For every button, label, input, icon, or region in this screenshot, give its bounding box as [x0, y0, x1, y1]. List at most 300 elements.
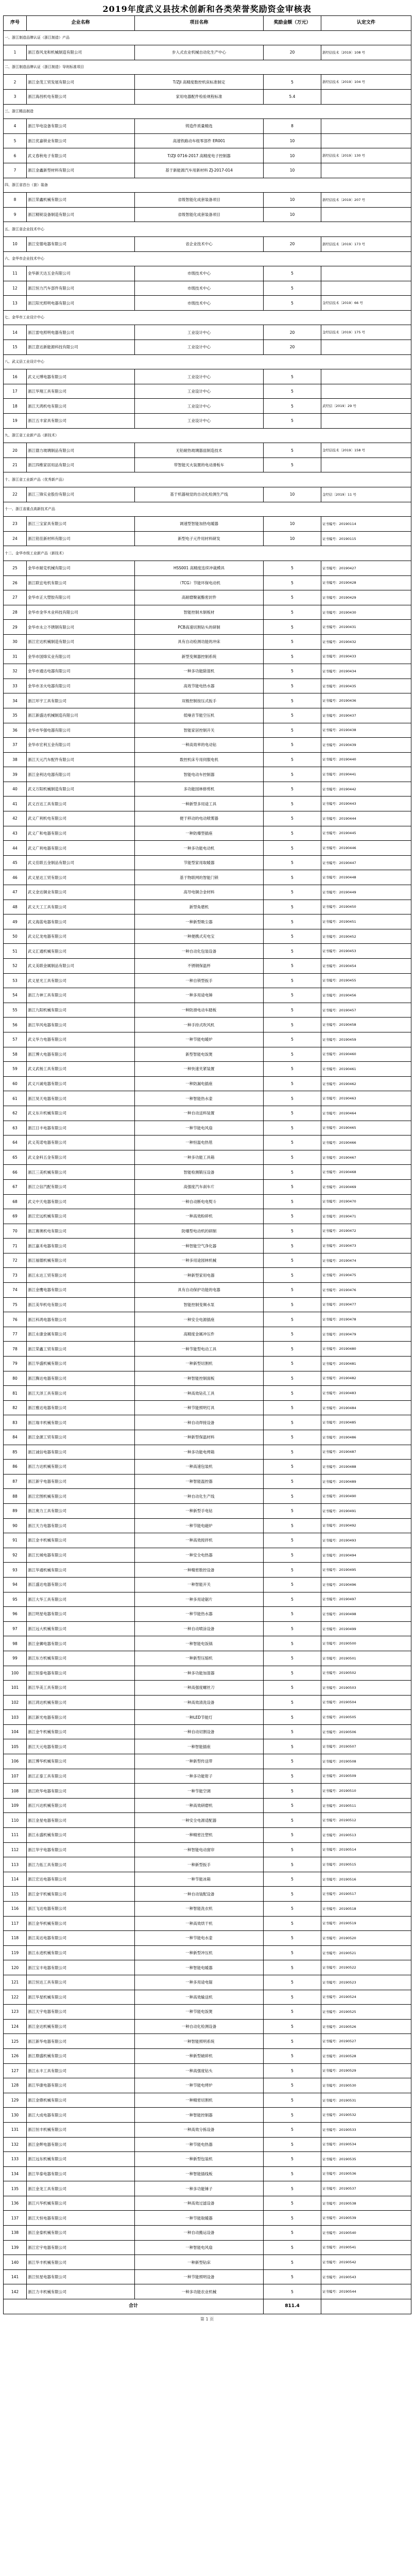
- row-number: 96: [4, 1607, 27, 1622]
- table-row: [4, 1813, 411, 1828]
- approval-document: 证书编号：20190495: [321, 1563, 411, 1578]
- row-number: 85: [4, 1445, 27, 1460]
- project-name: 一种节能电风扇: [135, 1121, 264, 1136]
- table-row: [4, 1018, 411, 1032]
- approval-document: 证书编号：20190433: [321, 649, 411, 664]
- award-amount: 5: [264, 855, 321, 870]
- approval-document: 证书编号：20190510: [321, 1784, 411, 1799]
- approval-document: 证书编号：20190481: [321, 1357, 411, 1371]
- project-name: 一种便携式充电宝: [135, 929, 264, 944]
- table-row: [4, 841, 411, 856]
- project-name: 一种节能照明设备: [135, 2269, 264, 2284]
- approval-document: 证书编号：20190524: [321, 1990, 411, 2005]
- award-amount: 5: [264, 738, 321, 753]
- approval-document: 证书编号：20190544: [321, 2284, 411, 2299]
- approval-document: 证书编号：20190482: [321, 1371, 411, 1386]
- approval-document: 证书编号：20190530: [321, 2078, 411, 2093]
- project-name: 一种高效搅拌机: [135, 1533, 264, 1548]
- project-name: 一种高效研磨机: [135, 1798, 264, 1813]
- table-row: [4, 1062, 411, 1077]
- approval-document: 证书编号：20190532: [321, 2108, 411, 2123]
- award-amount: 5: [264, 2005, 321, 2020]
- approval-document: 证书编号：20190114: [321, 517, 411, 532]
- row-number: 11: [4, 266, 27, 281]
- approval-document: 证书编号：20190501: [321, 1651, 411, 1666]
- approval-document: 证书编号：20190509: [321, 1769, 411, 1784]
- approval-document: 证书编号：20190436: [321, 693, 411, 708]
- award-amount: 5: [264, 1724, 321, 1739]
- approval-document: 证书编号：20190473: [321, 1239, 411, 1253]
- company-name: 金华市宏利五金有限公司: [27, 738, 135, 753]
- approval-document: 证书编号：20190522: [321, 1960, 411, 1975]
- row-number: 19: [4, 414, 27, 429]
- table-row: [4, 1828, 411, 1843]
- row-number: 71: [4, 1239, 27, 1253]
- company-name: 浙江金狮电器有限公司: [27, 1636, 135, 1651]
- approval-document: 证书编号：20190451: [321, 914, 411, 929]
- project-name: 智能检测锻压设备: [135, 1165, 264, 1180]
- award-amount: 5: [264, 2078, 321, 2093]
- company-name: 浙江荣鑫工贸有限公司: [27, 1342, 135, 1357]
- table-row: [4, 1268, 411, 1283]
- award-amount: 5: [264, 1887, 321, 1902]
- project-name: 一种多功能加湿器: [135, 1666, 264, 1681]
- approval-document: 证书编号：20190541: [321, 2240, 411, 2255]
- project-name: 一种多用途电锯: [135, 1975, 264, 1990]
- section-title: 三、浙江精品制造: [4, 104, 411, 119]
- company-name: 浙江优嘉锁业有限公司: [27, 133, 135, 148]
- project-name: 一种智能电动窗帘: [135, 1842, 264, 1857]
- section-row: [4, 472, 411, 487]
- row-number: 81: [4, 1386, 27, 1401]
- row-number: 111: [4, 1828, 27, 1843]
- company-name: 武义兴诚电器有限公司: [27, 1076, 135, 1091]
- award-amount: 5: [264, 1813, 321, 1828]
- award-amount: 5: [264, 2226, 321, 2241]
- row-number: 105: [4, 1739, 27, 1754]
- row-number: 25: [4, 561, 27, 575]
- company-name: 浙江力达机械有限公司: [27, 1460, 135, 1475]
- company-name: 浙江金鹰电器有限公司: [27, 1283, 135, 1298]
- award-amount: 5: [264, 620, 321, 635]
- company-name: 浙江欧华电器有限公司: [27, 1784, 135, 1799]
- row-number: 20: [4, 443, 27, 458]
- row-number: 113: [4, 1857, 27, 1872]
- row-number: 41: [4, 796, 27, 811]
- project-name: 一种自动焊接设备: [135, 1415, 264, 1430]
- project-name: 一种智能电暖器: [135, 1960, 264, 1975]
- row-number: 115: [4, 1887, 27, 1902]
- table-row: [4, 1724, 411, 1739]
- approval-document: 证书编号：20190478: [321, 1312, 411, 1327]
- row-number: 132: [4, 2137, 27, 2152]
- table-row: [4, 1975, 411, 1990]
- row-number: 53: [4, 973, 27, 988]
- table-row: [4, 811, 411, 826]
- row-number: 73: [4, 1268, 27, 1283]
- project-name: 一种防滑电动车踏板: [135, 1003, 264, 1018]
- approval-document: 证书编号：20190460: [321, 1047, 411, 1062]
- table-row: [4, 1931, 411, 1946]
- project-name: 一种智能控制面板: [135, 1371, 264, 1386]
- approval-document: 证书编号：20190470: [321, 1194, 411, 1209]
- company-name: 浙江远东机械有限公司: [27, 2152, 135, 2167]
- company-name: 武义万阳机械制造有限公司: [27, 782, 135, 796]
- table-row: [4, 1209, 411, 1224]
- award-amount: 5: [264, 399, 321, 414]
- award-amount: 5: [264, 885, 321, 900]
- company-name: 浙江东方机械有限公司: [27, 1651, 135, 1666]
- project-name: 一种多功能电烤箱: [135, 1445, 264, 1460]
- row-number: 32: [4, 664, 27, 679]
- award-amount: 5: [264, 1990, 321, 2005]
- section-row: [4, 60, 411, 75]
- row-number: 10: [4, 236, 27, 251]
- company-name: 武义美联金属制品有限公司: [27, 959, 135, 974]
- award-amount: 5: [264, 796, 321, 811]
- award-amount: 5: [264, 914, 321, 929]
- row-number: 3: [4, 89, 27, 104]
- project-name: 一种智能电饭锅: [135, 1636, 264, 1651]
- row-number: 45: [4, 855, 27, 870]
- table-row: [4, 119, 411, 134]
- table-row: [4, 2166, 411, 2181]
- award-amount: 5: [264, 1062, 321, 1077]
- approval-document: 证书编号：20190519: [321, 1916, 411, 1931]
- row-number: 2: [4, 75, 27, 90]
- row-number: 122: [4, 1990, 27, 2005]
- row-number: 72: [4, 1253, 27, 1268]
- approval-document: 证书编号：20190439: [321, 738, 411, 753]
- company-name: 浙江宏达电器有限公司: [27, 1872, 135, 1887]
- table-row: [4, 1739, 411, 1754]
- project-name: 一种智能插线板: [135, 2166, 264, 2181]
- approval-document: 证书编号：20190512: [321, 1813, 411, 1828]
- project-name: 一种节能空调: [135, 1784, 264, 1799]
- table-row: [4, 487, 411, 502]
- company-name: 浙江海昌机电有限公司: [27, 89, 135, 104]
- table-row: [4, 1798, 411, 1813]
- table-row: [4, 767, 411, 782]
- company-name: 浙江天鸿机电有限公司: [27, 399, 135, 414]
- project-name: 一种节能型电动工具: [135, 1342, 264, 1357]
- section-row: [4, 178, 411, 193]
- project-name: 一种节能冰箱: [135, 1872, 264, 1887]
- table-row: [4, 1283, 411, 1298]
- project-name: 一种自动装配设备: [135, 1887, 264, 1902]
- approval-document: 证书编号：20190535: [321, 2152, 411, 2167]
- company-name: 武义金达铜业有限公司: [27, 885, 135, 900]
- approval-document: 证书编号：20190434: [321, 664, 411, 679]
- approval-document: 证书编号：20190543: [321, 2269, 411, 2284]
- company-name: 浙江金牛机械有限公司: [27, 1724, 135, 1739]
- table-row: [4, 340, 411, 355]
- company-name: 浙江华美工具有限公司: [27, 1681, 135, 1696]
- award-amount: 5: [264, 2269, 321, 2284]
- award-amount: 5: [264, 1695, 321, 1710]
- table-row: [4, 2122, 411, 2137]
- company-name: 浙江嘉禾电器有限公司: [27, 1239, 135, 1253]
- project-name: 新型电子元件用材料研发: [135, 531, 264, 546]
- company-name: 浙江华泰电器有限公司: [27, 2166, 135, 2181]
- section-row: [4, 104, 411, 119]
- approval-document: 证书编号：20190536: [321, 2166, 411, 2181]
- approval-document: 证书编号：20190457: [321, 1003, 411, 1018]
- approval-document: 证书编号：20190437: [321, 708, 411, 723]
- row-number: 116: [4, 1902, 27, 1917]
- award-amount: 10: [264, 133, 321, 148]
- row-number: 94: [4, 1577, 27, 1592]
- approval-document: 证书编号：20190456: [321, 988, 411, 1003]
- section-row: [4, 546, 411, 561]
- award-amount: 5: [264, 679, 321, 693]
- project-name: 一种精密切割机: [135, 2093, 264, 2108]
- project-name: 基于新能源汽车用新材料 ZJ-2017-014: [135, 163, 264, 178]
- approval-document: 证书编号：20190533: [321, 2122, 411, 2137]
- row-number: 127: [4, 2063, 27, 2078]
- award-amount: 5: [264, 266, 321, 281]
- approval-document: 证书编号：20190459: [321, 1032, 411, 1047]
- section-title: 四、浙江省首台（套）装备: [4, 178, 411, 193]
- award-amount: 5: [264, 1253, 321, 1268]
- award-amount: 5: [264, 1857, 321, 1872]
- project-name: 一种防爆型插座: [135, 826, 264, 841]
- project-name: 一种新型冲压机: [135, 1945, 264, 1960]
- table-row: [4, 1003, 411, 1018]
- row-number: 133: [4, 2152, 27, 2167]
- row-number: 23: [4, 517, 27, 532]
- row-number: 75: [4, 1297, 27, 1312]
- project-name: 省级智能化成套装备项目: [135, 207, 264, 222]
- project-name: 一种节能电暖炉: [135, 1032, 264, 1047]
- table-row: [4, 1297, 411, 1312]
- row-number: 26: [4, 575, 27, 590]
- table-row: [4, 1327, 411, 1342]
- company-name: 武义英诺电器有限公司: [27, 1136, 135, 1150]
- project-name: 一种自动切割设备: [135, 1724, 264, 1739]
- row-number: 62: [4, 1106, 27, 1121]
- project-name: 高精度金属冲压件: [135, 1327, 264, 1342]
- project-name: 一种LED节能灯: [135, 1710, 264, 1725]
- section-title: 七、金华市工业设计中心: [4, 310, 411, 325]
- award-amount: 5: [264, 1194, 321, 1209]
- table-row: [4, 207, 411, 222]
- company-name: 浙江瑞丰机械有限公司: [27, 1415, 135, 1430]
- approval-document: 浙经信技术〔2019〕207 号: [321, 193, 411, 208]
- award-amount: 5: [264, 944, 321, 959]
- company-name: 浙江诚信电器有限公司: [27, 1445, 135, 1460]
- project-name: 一种智能控制器: [135, 2108, 264, 2123]
- table-row: [4, 1150, 411, 1165]
- row-number: 55: [4, 1003, 27, 1018]
- row-number: 86: [4, 1460, 27, 1475]
- company-name: 浙江科鸿电器有限公司: [27, 1312, 135, 1327]
- award-amount: 5: [264, 1445, 321, 1460]
- project-name: 一种多功能工具箱: [135, 1150, 264, 1165]
- approval-document: [321, 133, 411, 148]
- award-amount: 5: [264, 973, 321, 988]
- award-amount: 5: [264, 1563, 321, 1578]
- approval-document: 证书编号：20190476: [321, 1283, 411, 1298]
- company-name: 浙江远大机械有限公司: [27, 1621, 135, 1636]
- approval-document: 证书编号：20190465: [321, 1121, 411, 1136]
- company-name: 浙江天元电器有限公司: [27, 1739, 135, 1754]
- approval-document: 证书编号：20190440: [321, 752, 411, 767]
- award-amount: 5: [264, 634, 321, 649]
- project-name: 一种节能电水壶: [135, 1931, 264, 1946]
- award-amount: 5: [264, 1666, 321, 1681]
- row-number: 65: [4, 1150, 27, 1165]
- total-row: [4, 2299, 411, 2314]
- award-amount: 5: [264, 2048, 321, 2063]
- project-name: 市级技术中心: [135, 296, 264, 311]
- project-name: 基于物联网的智能门锁: [135, 870, 264, 885]
- row-number: 35: [4, 708, 27, 723]
- row-number: 63: [4, 1121, 27, 1136]
- row-number: 13: [4, 296, 27, 311]
- table-row: [4, 2048, 411, 2063]
- award-amount: 5: [264, 1916, 321, 1931]
- table-row: [4, 1769, 411, 1784]
- award-amount: 5: [264, 959, 321, 974]
- page-title: 2019年度武义县技术创新和各类荣誉奖励资金审核表: [102, 4, 312, 14]
- table-row: [4, 1489, 411, 1504]
- project-name: 一种智能开关: [135, 1577, 264, 1592]
- row-number: 58: [4, 1047, 27, 1062]
- company-name: 浙江大华工具有限公司: [27, 1592, 135, 1607]
- row-number: 57: [4, 1032, 27, 1047]
- award-amount: 5: [264, 1651, 321, 1666]
- approval-document: 证书编号：20190472: [321, 1224, 411, 1239]
- company-name: 浙江腾达电器有限公司: [27, 1371, 135, 1386]
- company-name: 浙江天宇电器有限公司: [27, 2005, 135, 2020]
- award-amount: 5: [264, 2108, 321, 2123]
- row-number: 91: [4, 1533, 27, 1548]
- company-name: 浙江飞达电器有限公司: [27, 1902, 135, 1917]
- approval-document: 证书编号：20190497: [321, 1592, 411, 1607]
- table-row: [4, 870, 411, 885]
- award-amount: 5: [264, 1121, 321, 1136]
- company-name: 金华市正大塑胶有限公司: [27, 590, 135, 605]
- table-row: [4, 236, 411, 251]
- company-name: 武义百达工具有限公司: [27, 796, 135, 811]
- award-amount: 5: [264, 384, 321, 399]
- project-name: 一种新型吸尘器: [135, 914, 264, 929]
- approval-document: 证书编号：20190444: [321, 811, 411, 826]
- table-row: [4, 1548, 411, 1563]
- approval-document: [321, 384, 411, 399]
- row-number: 70: [4, 1224, 27, 1239]
- award-amount: 5: [264, 1091, 321, 1106]
- award-amount: 5: [264, 2211, 321, 2226]
- row-number: 12: [4, 281, 27, 296]
- table-row: [4, 2269, 411, 2284]
- row-number: 22: [4, 487, 27, 502]
- award-amount: 5: [264, 2137, 321, 2152]
- row-number: 83: [4, 1415, 27, 1430]
- project-name: 一种快速夹紧装置: [135, 1062, 264, 1077]
- row-number: 141: [4, 2269, 27, 2284]
- project-name: 智能家居控制开关: [135, 723, 264, 738]
- table-row: [4, 1253, 411, 1268]
- project-name: 高导电铜合金材料: [135, 885, 264, 900]
- project-name: 一种多功能农业机械: [135, 2284, 264, 2299]
- project-name: 市级技术中心: [135, 281, 264, 296]
- row-number: 43: [4, 826, 27, 841]
- project-name: 一种节能照明灯具: [135, 1400, 264, 1415]
- award-amount: 5: [264, 1371, 321, 1386]
- approval-document: [321, 119, 411, 134]
- company-name: 浙江恒力汽车部件有限公司: [27, 281, 135, 296]
- approval-document: 证书编号：20190487: [321, 1445, 411, 1460]
- company-name: 浙江三美机械有限公司: [27, 1165, 135, 1180]
- table-row: [4, 1032, 411, 1047]
- project-name: 一种高效清洗设备: [135, 1695, 264, 1710]
- project-name: 无铅耐热玻璃器皿制造技术: [135, 443, 264, 458]
- approval-document: 证书编号：20190445: [321, 826, 411, 841]
- table-row: [4, 1194, 411, 1209]
- company-name: 浙江恒达工具有限公司: [27, 1975, 135, 1990]
- award-amount: 5: [264, 1945, 321, 1960]
- approval-document: [321, 163, 411, 178]
- approval-document: 证书编号：20190450: [321, 900, 411, 914]
- project-name: 一种手持式吹风机: [135, 1018, 264, 1032]
- row-number: 37: [4, 738, 27, 753]
- project-name: 高强度汽车刹车片: [135, 1179, 264, 1194]
- row-number: 134: [4, 2166, 27, 2181]
- award-amount: 5.4: [264, 89, 321, 104]
- row-number: 31: [4, 649, 27, 664]
- approval-document: 证书编号：20190523: [321, 1975, 411, 1990]
- table-row: [4, 649, 411, 664]
- total-blank: [321, 2299, 411, 2314]
- award-amount: 5: [264, 2019, 321, 2034]
- award-amount: 5: [264, 1106, 321, 1121]
- row-number: 47: [4, 885, 27, 900]
- approval-document: 证书编号：20190479: [321, 1327, 411, 1342]
- header-file: 认定文件: [321, 16, 411, 31]
- award-amount: 5: [264, 575, 321, 590]
- table-row: [4, 2063, 411, 2078]
- table-row: [4, 796, 411, 811]
- award-amount: 5: [264, 2034, 321, 2049]
- company-name: 浙江五丰家具有限公司: [27, 414, 135, 429]
- project-name: 一种多用途园林机械: [135, 1253, 264, 1268]
- company-name: 浙江恒星电器有限公司: [27, 2269, 135, 2284]
- company-name: 浙江宏达机械制造有限公司: [27, 634, 135, 649]
- approval-document: 证书编号：20190507: [321, 1739, 411, 1754]
- award-amount: 8: [264, 119, 321, 134]
- award-amount: 5: [264, 1607, 321, 1622]
- company-name: 武义中天电器有限公司: [27, 1194, 135, 1209]
- company-name: 武义广利机电有限公司: [27, 811, 135, 826]
- award-amount: 5: [264, 1960, 321, 1975]
- row-number: 61: [4, 1091, 27, 1106]
- project-name: 一种新型扳手: [135, 1857, 264, 1872]
- table-row: [4, 855, 411, 870]
- company-name: 金华市国烽实业有限公司: [27, 649, 135, 664]
- project-name: 具有自动保护功能的电器: [135, 1283, 264, 1298]
- award-amount: 5: [264, 1268, 321, 1283]
- table-row: [4, 929, 411, 944]
- company-name: 浙江明星电器有限公司: [27, 1607, 135, 1622]
- row-number: 21: [4, 457, 27, 472]
- project-name: 家用电器配件检验规程标准: [135, 89, 264, 104]
- row-number: 139: [4, 2240, 27, 2255]
- company-name: 浙江日丰电器有限公司: [27, 1121, 135, 1136]
- row-number: 100: [4, 1666, 27, 1681]
- section-row: [4, 30, 411, 45]
